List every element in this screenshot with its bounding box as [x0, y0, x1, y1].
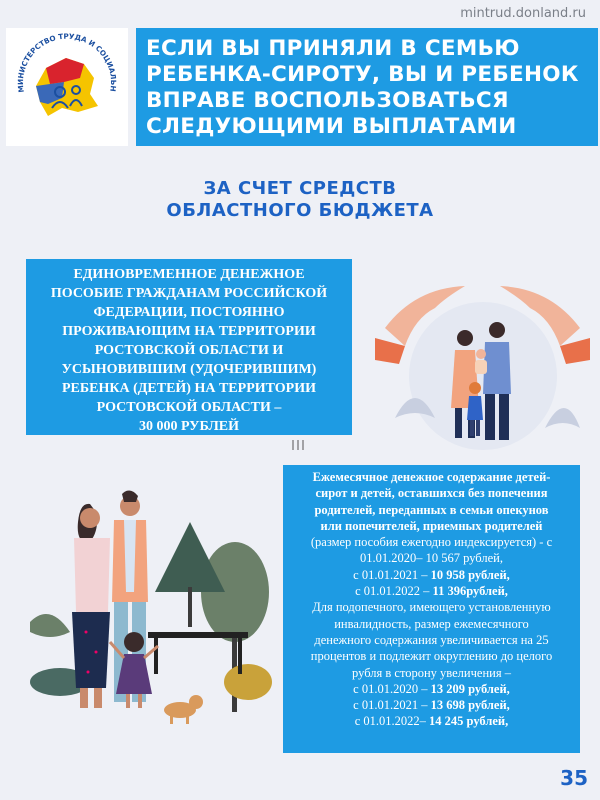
monthly-allowance-box [283, 465, 580, 753]
banner-line: СЛЕДУЮЩИМИ ВЫПЛАТАМИ [146, 114, 517, 139]
rate-amount: 11 396рублей, [432, 584, 508, 599]
lump-sum-line: ПОСОБИЕ ГРАЖДАНАМ РОССИЙСКОЙ [50, 286, 328, 301]
rate-date: с 01.01.2022 – [355, 584, 433, 599]
lump-sum-line: ФЕДЕРАЦИИ, ПОСТОЯННО [93, 305, 285, 320]
disability-line: процентов и подлежит округлению до целого [310, 649, 553, 664]
header-banner [136, 28, 598, 146]
lump-sum-line: УСЫНОВИВШИМ (УДОЧЕРИВШИМ) [61, 362, 317, 377]
page-number: 35 [560, 766, 588, 790]
banner-line: РЕБЕНКА-СИРОТУ, ВЫ И РЕБЕНОК [146, 62, 579, 87]
banner-title [146, 36, 590, 140]
rate-amount: 10 958 рублей, [430, 567, 510, 582]
disability-rate-line [289, 681, 574, 697]
rate-amount: 13 698 рублей, [430, 698, 510, 713]
decorative-marks [290, 438, 310, 452]
monthly-heading-line: или попечителей, приемных родителей [320, 518, 543, 533]
lump-sum-amount: 30 000 РУБЛЕЙ [138, 419, 240, 434]
ministry-logo [6, 28, 128, 146]
disability-rate-line [289, 713, 574, 729]
rate-date: с 01.01.2020 – [353, 681, 431, 696]
rate-line [289, 550, 574, 566]
disability-rate-line [289, 697, 574, 713]
rate-line [289, 583, 574, 599]
monthly-heading-line: Ежемесячное денежное содержание детей- [312, 470, 551, 484]
budget-subtitle [0, 178, 600, 222]
monthly-heading-line: родителей, переданных в семьи опекунов [314, 502, 549, 517]
rate-amount: 13 209 рублей, [430, 681, 510, 696]
logo-arc-text: МИНИСТЕРСТВО ТРУДА И СОЦИАЛЬН [15, 31, 119, 94]
disability-line: инвалидность, размер ежемесячного [334, 616, 529, 631]
lump-sum-line: РЕБЕНКА (ДЕТЕЙ) НА ТЕРРИТОРИИ [61, 381, 317, 396]
lump-sum-line: РОСТОВСКОЙ ОБЛАСТИ И [94, 343, 284, 358]
rate-date: 01.01.2020– [360, 551, 426, 566]
subtitle-line: ОБЛАСТНОГО БЮДЖЕТА [166, 200, 434, 221]
rate-date: с 01.01.2022– [354, 714, 430, 729]
banner-line: ВПРАВЕ ВОСПОЛЬЗОВАТЬСЯ [146, 88, 509, 113]
rate-date: с 01.01.2021 – [353, 567, 431, 582]
lump-sum-line: ПРОЖИВАЮЩИМ НА ТЕРРИТОРИИ [62, 324, 316, 339]
rate-date: с 01.01.2021 – [353, 698, 431, 713]
park-family-illustration [30, 482, 282, 742]
lump-sum-line: РОСТОВСКОЙ ОБЛАСТИ – [96, 400, 282, 415]
rate-amount: 10 567 рублей, [425, 551, 503, 566]
disability-line: Для подопечного, имеющего установленную [312, 600, 551, 615]
disability-line: рубля в сторону увеличения – [352, 665, 511, 680]
disability-line: денежного содержания увеличивается на 25 [314, 632, 549, 647]
banner-line: ЕСЛИ ВЫ ПРИНЯЛИ В СЕМЬЮ [146, 36, 520, 61]
subtitle-line: ЗА СЧЕТ СРЕДСТВ [203, 178, 397, 199]
lump-sum-box [26, 259, 352, 435]
family-hands-illustration [375, 268, 590, 458]
rate-amount: 14 245 рублей, [429, 714, 509, 729]
rate-line [289, 567, 574, 583]
site-url[interactable]: mintrud.donland.ru [460, 6, 586, 21]
lump-sum-line: ЕДИНОВРЕМЕННОЕ ДЕНЕЖНОЕ [73, 267, 305, 282]
indexation-note: (размер пособия ежегодно индексируется) - с [310, 535, 553, 550]
monthly-heading-line: сирот и детей, оставшихся без попечения [315, 486, 548, 501]
